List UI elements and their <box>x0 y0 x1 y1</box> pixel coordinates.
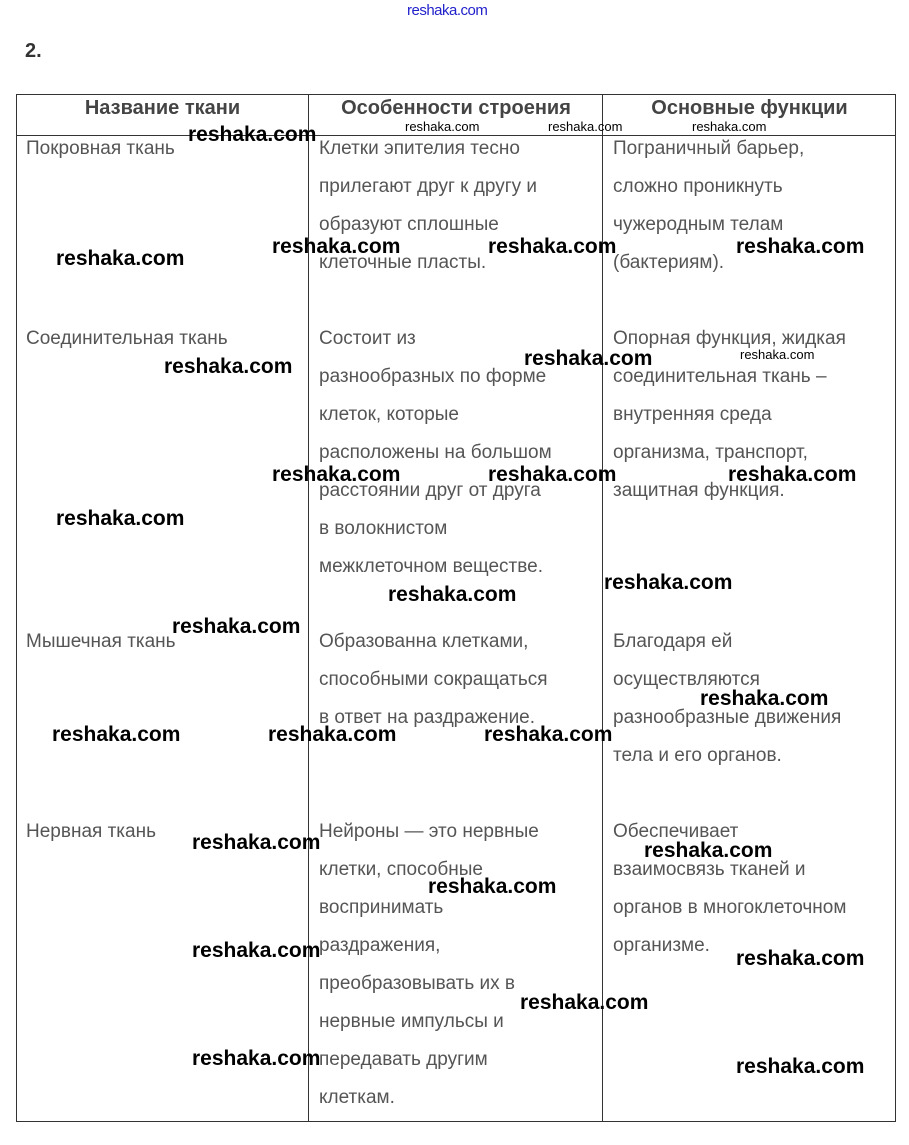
watermark: reshaka.com <box>548 119 623 134</box>
watermark: reshaka.com <box>272 235 401 258</box>
watermark: reshaka.com <box>740 347 815 362</box>
watermark: reshaka.com <box>388 583 517 606</box>
watermark: reshaka.com <box>644 839 773 862</box>
watermark: reshaka.com <box>56 247 185 270</box>
row-4-name: Нервная ткань <box>26 821 156 842</box>
row-1-structure: Клетки эпителия тесно прилегают друг к другу и образуют сплошные клеточные пласты. <box>319 138 538 273</box>
watermark: reshaka.com <box>192 831 321 854</box>
watermark: reshaka.com <box>488 463 617 486</box>
watermark: reshaka.com <box>484 723 613 746</box>
header-structure: Особенности строения <box>341 97 571 119</box>
watermark: reshaka.com <box>56 507 185 530</box>
watermark: reshaka.com <box>728 463 857 486</box>
task-number: 2. <box>25 40 42 62</box>
watermark: reshaka.com <box>604 571 733 594</box>
watermark: reshaka.com <box>268 723 397 746</box>
header-functions: Основные функции <box>651 97 848 119</box>
watermark: reshaka.com <box>192 1047 321 1070</box>
watermark: reshaka.com <box>700 687 829 710</box>
watermark: reshaka.com <box>405 119 480 134</box>
watermark: reshaka.com <box>524 347 653 370</box>
watermark: reshaka.com <box>692 119 767 134</box>
row-2-structure: Состоит из разнообразных по форме клеток, которые расположены на большом расстоянии друг от друга в волокнистом межклеточном веществе. <box>319 328 552 577</box>
row-1-functions: Пограничный барьер, сложно проникнуть чужеродным телам (бактериям). <box>613 138 805 273</box>
row-1-name: Покровная ткань <box>26 138 175 159</box>
row-2-functions: Опорная функция, жидкая соединительная ткань – внутренняя среда организма, транспорт, защитная функция. <box>613 328 846 501</box>
watermark: reshaka.com <box>736 947 865 970</box>
watermark: reshaka.com <box>172 615 301 638</box>
watermark: reshaka.com <box>736 1055 865 1078</box>
row-3-functions: Благодаря ей осуществляются разнообразные движения тела и его органов. <box>613 631 842 766</box>
header-watermark[interactable]: reshaka.com <box>407 2 488 19</box>
watermark: reshaka.com <box>428 875 557 898</box>
watermark: reshaka.com <box>272 463 401 486</box>
header-tissue-name: Название ткани <box>84 97 241 119</box>
watermark: reshaka.com <box>488 235 617 258</box>
watermark: reshaka.com <box>52 723 181 746</box>
watermark: reshaka.com <box>736 235 865 258</box>
row-3-name: Мышечная ткань <box>26 631 176 652</box>
row-4-structure: Нейроны — это нервные клетки, способные воспринимать раздражения, преобразовывать их в нервные импульсы и передавать другим клеткам. <box>319 821 539 1108</box>
watermark: reshaka.com <box>520 991 649 1014</box>
watermark: reshaka.com <box>192 939 321 962</box>
watermark: reshaka.com <box>164 355 293 378</box>
row-3-structure: Образованна клетками, способными сокращаться в ответ на раздражение. <box>319 631 548 728</box>
row-4-functions: Обеспечивает взаимосвязь тканей и органов в многоклеточном организме. <box>613 821 847 956</box>
row-2-name: Соединительная ткань <box>26 328 228 349</box>
watermark: reshaka.com <box>188 123 317 146</box>
